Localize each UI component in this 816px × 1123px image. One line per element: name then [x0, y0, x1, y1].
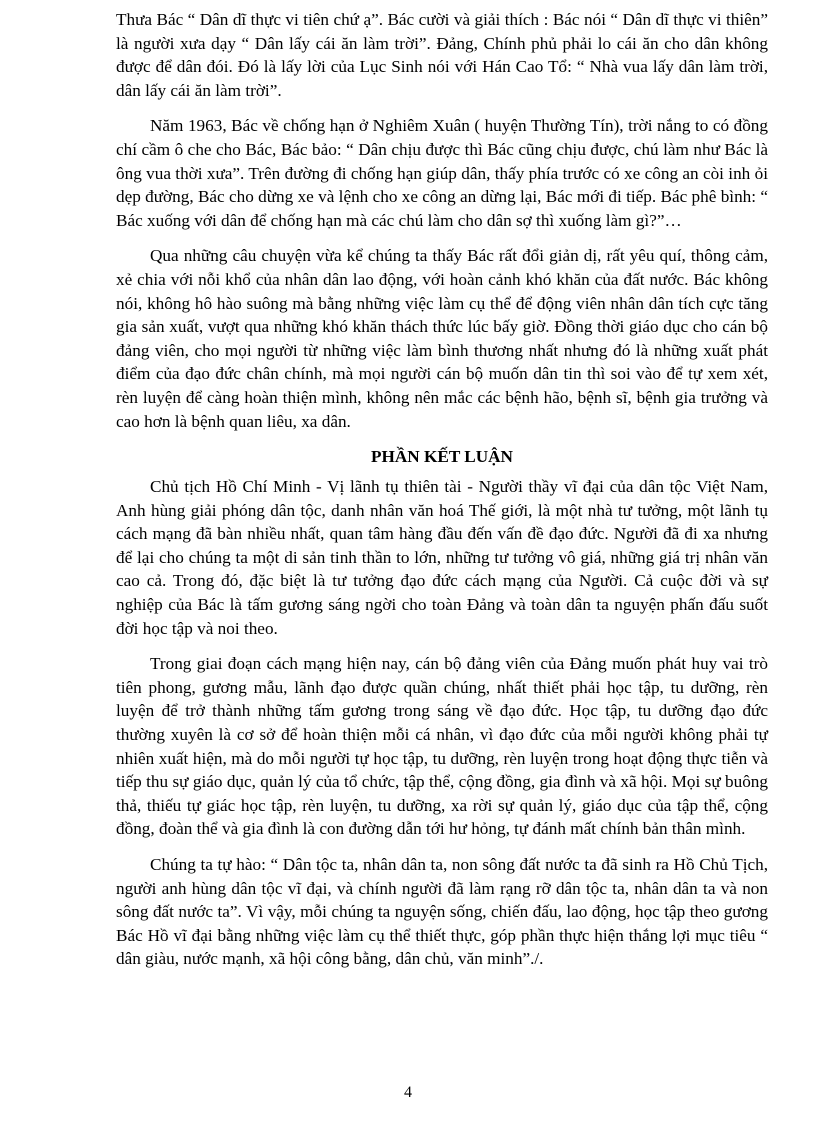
section-heading: PHẦN KẾT LUẬN	[371, 447, 513, 467]
paragraph-6: Chúng ta tự hào: “ Dân tộc ta, nhân dân ta, non sông đất nước ta đã sinh ra Hồ Chủ Tịch, người anh hùng dân tộc vĩ đại, và chính người đã làm rạng rỡ dân tộc ta, nhân dân ta và non sông đất nước ta”. Vì vậy, mỗi chúng ta nguyện sống, chiến đấu, lao động, học tập theo gương Bác Hồ vĩ đại bằng những việc làm cụ thể thiết thực, góp phần thực hiện thắng lợi mục tiêu “ dân giàu, nước mạnh, xã hội công bằng, dân chủ, văn minh”./.	[116, 855, 768, 969]
paragraph-5: Trong giai đoạn cách mạng hiện nay, cán bộ đảng viên của Đảng muốn phát huy vai trò tiên phong, gương mẫu, lãnh đạo được quần chúng, nhất thiết phải học tập, tu dưỡng, rèn luyện để trở thành những tấm gương trong sáng về đạo đức. Học tập, tu dưỡng đạo đức thường xuyên là cơ sở để hoàn thiện mỗi cá nhân, vì đạo đức của mỗi người không phải tự nhiên xuất hiện, mà do mỗi người tự học tập, tu dưỡng, rèn luyện trong hoạt động thực tiễn và tiếp thu sự giáo dục, quản lý của tổ chức, tập thể, cộng đồng, gia đình và xã hội. Mọi sự buông thả, thiếu tự giác học tập, rèn luyện, tu dưỡng, xa rời sự quản lý, giáo dục của tập thể, cộng đồng, đoàn thể và gia đình là con đường dẫn tới hư hỏng, tự đánh mất chính bản thân mình.	[116, 654, 768, 839]
page-number: 4	[404, 1084, 412, 1101]
page-body	[116, 8, 768, 983]
paragraph-4: Chủ tịch Hồ Chí Minh - Vị lãnh tụ thiên tài - Người thầy vĩ đại của dân tộc Việt Nam, Anh hùng giải phóng dân tộc, danh nhân văn hoá Thế giới, là một nhà tư tưởng, một lãnh tụ cách mạng đã bàn nhiều nhất, quan tâm hàng đầu đến vấn đề đạo đức. Người đã đi xa nhưng để lại cho chúng ta một di sản tinh thần to lớn, những tư tưởng vô giá, những giá trị nhân văn cao cả. Trong đó, đặc biệt là tư tưởng đạo đức cách mạng của Người. Cả cuộc đời và sự nghiệp của Bác là tấm gương sáng ngời cho toàn Đảng và toàn dân ta nguyện phấn đấu suốt đời học tập và noi theo.	[116, 477, 768, 638]
paragraph-3: Qua những câu chuyện vừa kể chúng ta thấy Bác rất đổi giản dị, rất yêu quí, thông cảm, xẻ chia với nỗi khổ của nhân dân lao động, với hoàn cảnh khó khăn của đất nước. Bác không nói, không hô hào suông mà bằng những việc làm cụ thể để động viên nhân dân tích cực tăng gia sản xuất, vượt qua những khó khăn thách thức lúc bấy giờ. Đồng thời giáo dục cho cán bộ đảng viên, cho mọi người từ những việc làm bình thương nhất nhưng đó là những xuất phát điểm của đạo đức chân chính, mà mọi người cán bộ muốn dân tin thì soi vào để tự xem xét, rèn luyện để càng hoàn thiện mình, không nên mắc các bệnh hão, bệnh sĩ, bệnh gia trưởng và cao hơn là bệnh quan liêu, xa dân.	[116, 246, 768, 431]
paragraph-1: Thưa Bác “ Dân dĩ thực vi tiên chứ ạ”. Bác cười và giải thích : Bác nói “ Dân dĩ thực vi thiên” là người xưa dạy “ Dân lấy cái ăn làm trời”. Đảng, Chính phủ phải lo cái ăn cho dân không được để dân đói. Đó là lấy lời của Lục Sinh nói với Hán Cao Tổ: “ Nhà vua lấy dân làm trời, dân lấy cái ăn làm trời”.	[116, 10, 768, 100]
paragraph-2: Năm 1963, Bác về chống hạn ở Nghiêm Xuân ( huyện Thường Tín), trời nắng to có đồng chí cầm ô che cho Bác, Bác bảo: “ Dân chịu được thì Bác cũng chịu được, chú làm như Bác là ông vua thời xưa”. Trên đường đi chống hạn giúp dân, thấy phía trước có xe công an còi inh ỏi dẹp đường, Bác cho dừng xe và lệnh cho xe công an dừng lại, Bác mới đi tiếp. Bác phê bình: “ Bác xuống với dân để chống hạn mà các chú làm cho dân sợ thì xuống làm gì?”…	[116, 116, 768, 230]
